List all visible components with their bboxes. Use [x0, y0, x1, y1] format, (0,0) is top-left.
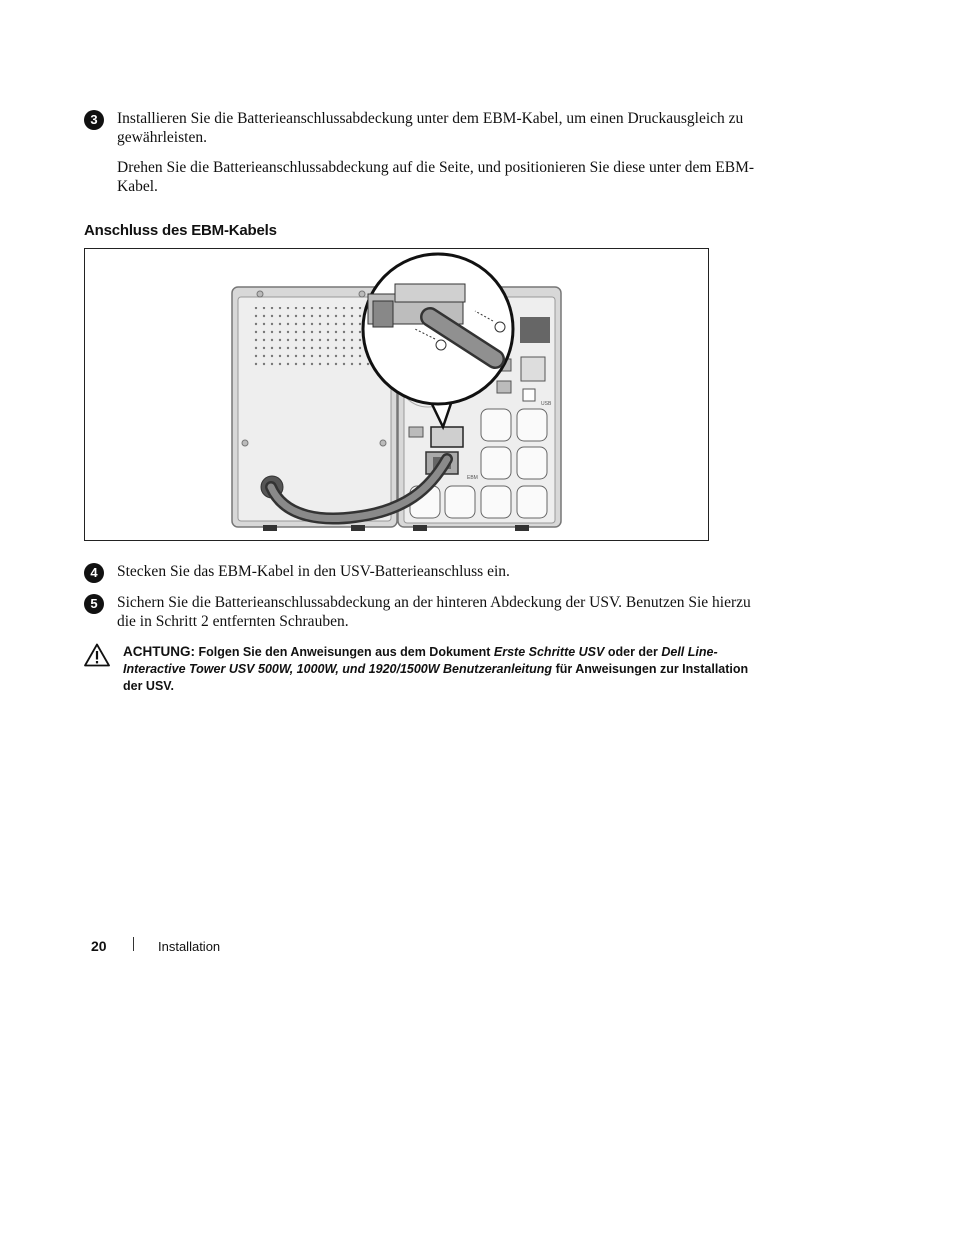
- ebm-cable-connection-figure: [84, 248, 709, 541]
- caution-text-2: oder der: [607, 645, 658, 659]
- step-4-text: Stecken Sie das EBM-Kabel in den USV-Batterieanschluss ein.: [117, 563, 510, 580]
- caution-doc-2: Dell Line-Interactive Tower USV 500W, 1000W, und 1920/1500W Benutzeranleitung: [123, 645, 718, 676]
- caution-text: [123, 643, 763, 695]
- caution-text-1: Folgen Sie den Anweisungen aus dem Dokument: [198, 645, 491, 659]
- step-5-text: Sichern Sie die Batterieanschlussabdeckung an der hinteren Abdeckung der USV. Benutzen Sie hierzu die in Schritt 2 entfernten Schrauben.: [117, 594, 751, 630]
- step-3-detail: Drehen Sie die Batterieanschlussabdeckung auf die Seite, und positionieren Sie diese unter dem EBM-Kabel.: [117, 159, 755, 195]
- usb-label: USB: [541, 401, 552, 407]
- step-number-badge: 5: [84, 594, 104, 614]
- section-heading: Anschluss des EBM-Kabels: [84, 222, 277, 239]
- footer-divider: [133, 937, 134, 951]
- caution-text-3: für Anweisungen zur Installation der USV.: [123, 662, 749, 693]
- step-number-badge: 4: [84, 563, 104, 583]
- caution-label: ACHTUNG:: [123, 644, 195, 659]
- caution-doc-1: Erste Schritte USV: [493, 645, 605, 659]
- ebm-label: EBM: [467, 475, 478, 481]
- ups-ebm-illustration: [85, 249, 708, 540]
- step-number-badge: 3: [84, 110, 104, 130]
- warning-triangle-icon: [84, 643, 110, 667]
- page-number: 20: [91, 938, 107, 954]
- ebm-cable-connector: [431, 427, 463, 447]
- step-3-text: Installieren Sie die Batterieanschlussabdeckung unter dem EBM-Kabel, um einen Druckausgleich zu gewährleisten.: [117, 110, 744, 146]
- footer-section-label: Installation: [158, 939, 221, 954]
